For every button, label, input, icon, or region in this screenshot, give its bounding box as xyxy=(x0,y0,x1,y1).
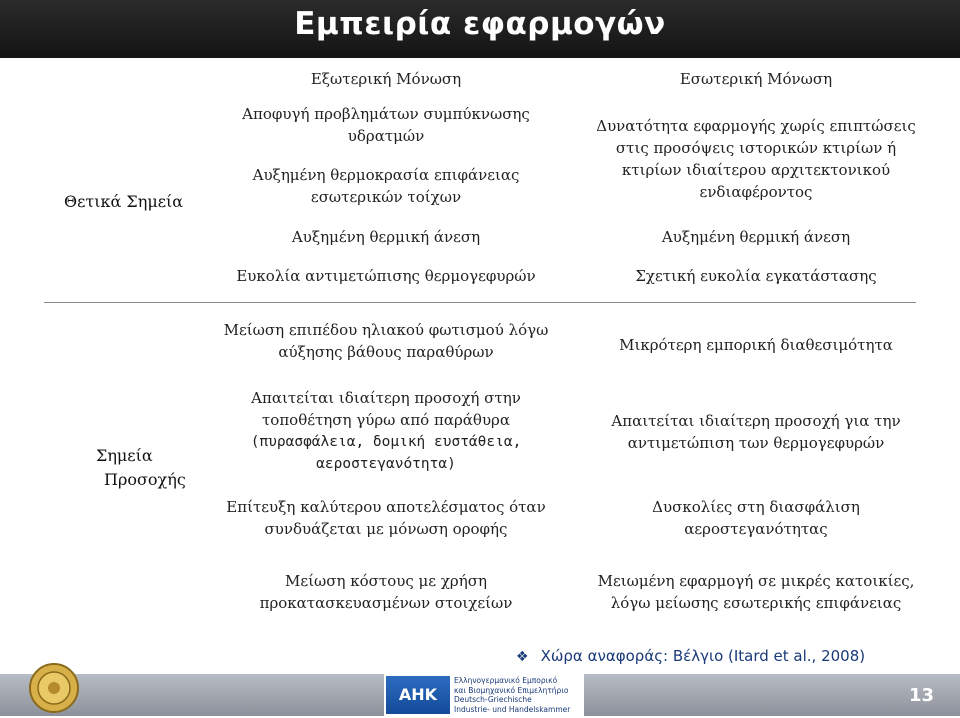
cell-line: τοποθέτηση γύρω από παράθυρα xyxy=(261,411,511,429)
attention-internal-item-4 xyxy=(560,570,952,614)
cell-line: αντιμετώπιση των θερμογεφυρών xyxy=(627,434,885,452)
cell-line: αεροστεγανότητα) xyxy=(316,456,456,472)
footnote-text: Χώρα αναφοράς: Βέλγιο (Itard et al., 2008) xyxy=(540,647,866,665)
attention-internal-item-1 xyxy=(560,334,952,356)
ahk-logo xyxy=(384,674,584,716)
slide-title: Εμπειρία εφαρμογών xyxy=(294,6,666,42)
cell-line: Απαιτείται ιδιαίτερη προσοχή για την xyxy=(611,412,901,430)
logo-line: Ελληνογερμανικό Εμπορικό xyxy=(454,676,558,685)
cell-line: στις προσόψεις ιστορικών κτιρίων ή xyxy=(615,139,897,157)
attention-internal-item-3 xyxy=(560,496,952,540)
logo-line: Industrie- und Handelskammer xyxy=(454,704,571,714)
positive-internal-item-1 xyxy=(576,115,936,203)
row-divider xyxy=(44,302,916,303)
cell-line: Απαιτείται ιδιαίτερη προσοχή στην xyxy=(251,389,521,407)
row-label-attention-line1: Σημεία xyxy=(96,446,153,465)
ahk-logo-text xyxy=(454,676,570,714)
cell-line: Αποφυγή προβλημάτων συμπύκνωσης xyxy=(242,105,530,123)
cell-line: υδρατμών xyxy=(347,127,425,145)
cell-line: αύξησης βάθους παραθύρων xyxy=(278,343,494,361)
seal-logo-icon xyxy=(28,662,80,718)
cell-line: Αυξημένη θερμική άνεση xyxy=(661,228,851,246)
attention-external-item-1 xyxy=(206,319,566,363)
positive-internal-item-3 xyxy=(576,265,936,287)
attention-external-item-4 xyxy=(206,570,566,614)
attention-external-item-2 xyxy=(206,387,566,475)
cell-line: Αυξημένη θερμική άνεση xyxy=(291,228,481,246)
column-header-internal: Εσωτερική Μόνωση xyxy=(679,70,833,88)
cell-line: εσωτερικών τοίχων xyxy=(310,188,462,206)
positive-external-item-4 xyxy=(206,265,566,287)
cell-line: Αυξημένη θερμοκρασία επιφάνειας xyxy=(252,166,520,184)
cell-line: ενδιαφέροντος xyxy=(699,183,813,201)
cell-line: συνδυάζεται με μόνωση οροφής xyxy=(264,520,508,538)
cell-line: Δυσκολίες στη διασφάλιση xyxy=(652,498,860,516)
cell-line: Σχετική ευκολία εγκατάστασης xyxy=(635,267,877,285)
row-label-positive: Θετικά Σημεία xyxy=(64,192,184,211)
positive-external-item-3 xyxy=(206,226,566,248)
positive-external-item-1 xyxy=(206,103,566,147)
ahk-logo-mark: AHK xyxy=(386,676,450,714)
column-header-external: Εξωτερική Μόνωση xyxy=(310,70,462,88)
footnote xyxy=(516,647,865,665)
cell-line: (πυρασφάλεια, δομική ευστάθεια, xyxy=(250,434,522,450)
positive-external-item-2 xyxy=(206,164,566,208)
logo-line: και Βιομηχανικό Επιμελητήριο xyxy=(454,685,569,695)
cell-line: Ευκολία αντιμετώπισης θερμογεφυρών xyxy=(236,267,536,285)
positive-internal-item-2 xyxy=(576,226,936,248)
cell-line: προκατασκευασμένων στοιχείων xyxy=(259,594,513,612)
attention-internal-item-2 xyxy=(560,410,952,454)
cell-line: Δυνατότητα εφαρμογής χωρίς επιπτώσεις xyxy=(596,117,916,135)
cell-line: αεροστεγανότητας xyxy=(684,520,828,538)
logo-line: Deutsch-Griechische xyxy=(454,695,532,704)
cell-line: κτιρίων ιδιαίτερου αρχιτεκτονικού xyxy=(621,161,891,179)
cell-line: Μείωση κόστους με χρήση xyxy=(285,572,487,590)
cell-line: λόγω μείωσης εσωτερικής επιφάνειας xyxy=(610,594,902,612)
cell-line: Μείωση επιπέδου ηλιακού φωτισμού λόγω xyxy=(223,321,549,339)
cell-line: Μικρότερη εμπορική διαθεσιμότητα xyxy=(619,336,893,354)
cell-line: Επίτευξη καλύτερου αποτελέσματος όταν xyxy=(226,498,546,516)
diamond-bullet-icon: ❖ xyxy=(516,649,529,665)
attention-external-item-3 xyxy=(206,496,566,540)
cell-line: Μειωμένη εφαρμογή σε μικρές κατοικίες, xyxy=(597,572,915,590)
page-number: 13 xyxy=(908,685,934,706)
row-label-attention-line2: Προσοχής xyxy=(104,470,186,489)
